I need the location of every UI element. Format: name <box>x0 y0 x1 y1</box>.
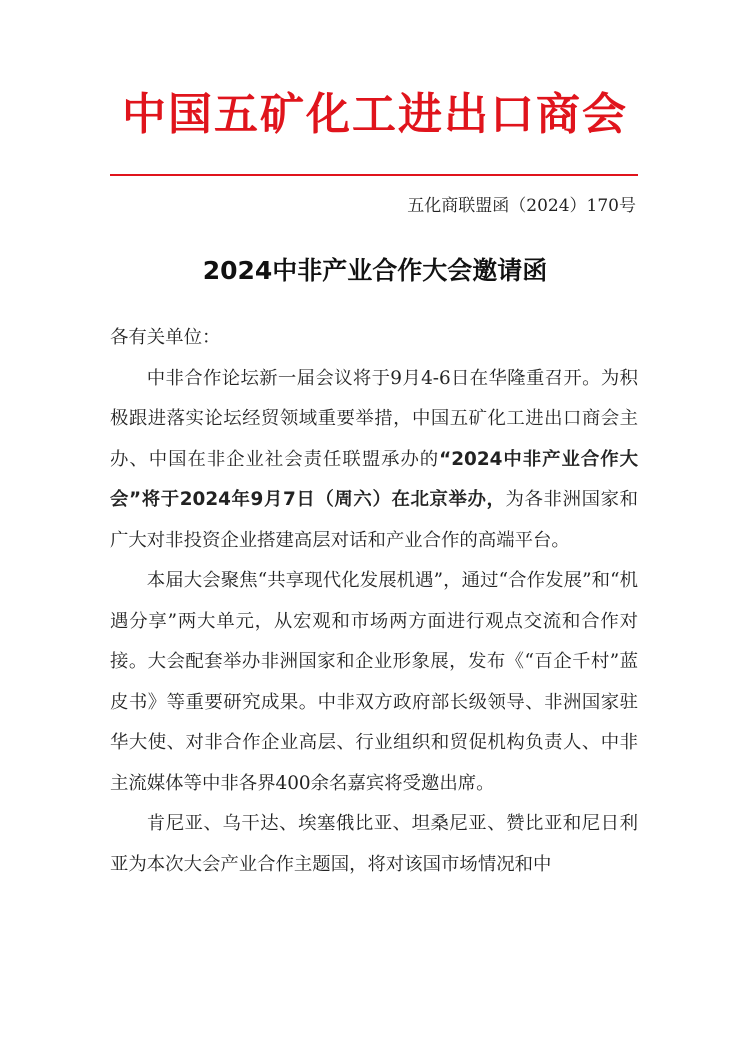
paragraph-1 <box>110 359 638 562</box>
paragraph-2: 本届大会聚焦“共享现代化发展机遇”，通过“合作发展”和“机遇分享”两大单元，从宏观和市场两方面进行观点交流和合作对接。大会配套举办非洲国家和企业形象展，发布《“百企千村”蓝皮书》等重要研究成果。中非双方政府部长级领导、非洲国家驻华大使、对非合作企业高层、行业组织和贸促机构负责人、中非主流媒体等中非各界400余名嘉宾将受邀出席。 <box>110 570 638 794</box>
salutation: 各有关单位： <box>110 327 221 348</box>
letter-body <box>110 318 638 885</box>
header-red-rule <box>110 174 638 176</box>
organization-header: 中国五矿化工进出口商会 <box>122 89 628 140</box>
paragraph-3: 肯尼亚、乌干达、埃塞俄比亚、坦桑尼亚、赞比亚和尼日利亚为本次大会产业合作主题国，将对该国市场情况和中 <box>110 813 638 875</box>
paragraph-1-text-a: 中非合作论坛新一届会议将于9月4-6日在华隆重召开。为积极跟进落实论坛经贸领域重要举措，中国五矿化工进出口商会主办、中国在非企业社会责任联盟承办的 <box>110 367 638 470</box>
document-number: 五化商联盟函（2024）170号 <box>407 196 636 216</box>
paragraph-1-text-b: 为各非洲国家和广大对非投资企业搭建高层对话和产业合作的高端平台。 <box>110 489 638 551</box>
event-highlight: “2024中非产业合作大会”将于2024年9月7日（周六）在北京举办， <box>110 448 638 510</box>
document-title: 2024中非产业合作大会邀请函 <box>202 256 548 285</box>
